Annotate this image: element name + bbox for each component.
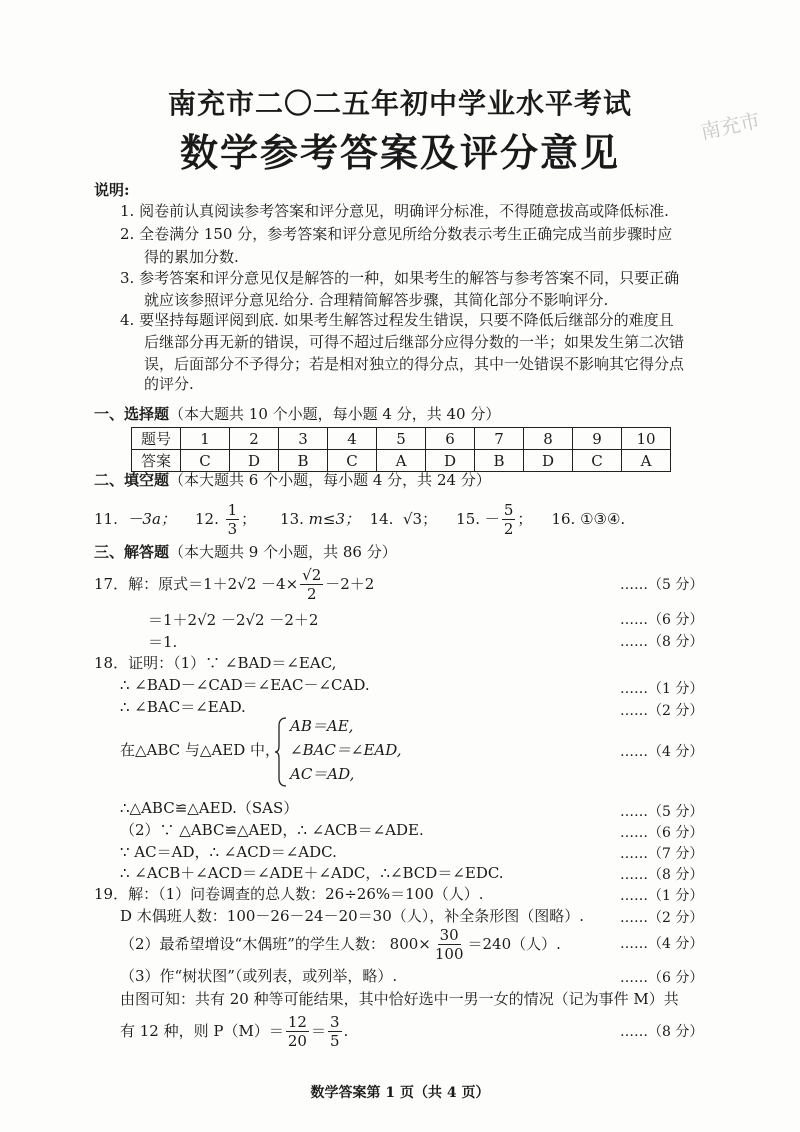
q18-score-6: ……（6 分） [620, 825, 704, 841]
note-line: 2. 全卷满分 150 分，参考答案和评分意见所给分数表示考生正确完成当前步骤时应 [120, 225, 673, 243]
table-cell: B [475, 450, 524, 472]
q17-frac-den: 2 [306, 584, 317, 603]
q15-numerator: 5 [503, 500, 514, 519]
note-line: 就应该参照评分意见给分. 合理精简解答步骤，其简化部分不影响评分. [144, 291, 609, 309]
q18-line8: ∴ ∠ACB＋∠ACD＝∠ADE＋∠ADC，∴∠BCD＝∠EDC. [120, 864, 504, 882]
answer-table [131, 427, 671, 472]
section2-header [94, 468, 491, 492]
table-cell: C [181, 450, 230, 472]
q18-score-2: ……（2 分） [620, 703, 704, 719]
q16-answer: ①③④. [580, 510, 626, 528]
q17-score1: ……（5 分） [620, 577, 704, 593]
q19-frac-num: 30 [439, 925, 459, 944]
q17-fraction [300, 566, 323, 603]
q19-period: . [343, 1022, 349, 1040]
q19-part2-text: （2）最希望增设“木偶班”的学生人数： [120, 935, 385, 953]
q14-number: 14. [369, 510, 394, 528]
page-title-line2: 数学参考答案及评分意见 [179, 130, 620, 175]
section2-heading: 二、填空题 [94, 471, 170, 489]
q18-line2: ∴ ∠BAD－∠CAD＝∠EAC－∠CAD. [120, 676, 370, 694]
q16-number: 16. [551, 510, 576, 528]
q18-score-8: ……（8 分） [620, 867, 704, 883]
q19-part2-result: ＝240（人）. [467, 935, 561, 953]
q15-denominator: 2 [503, 519, 514, 538]
note-line: 的评分. [144, 375, 194, 393]
table-cell: 7 [475, 428, 524, 450]
q13-answer: m≤3； [308, 510, 361, 528]
q17-line2: ＝1＋2√2 －2√2 －2＋2 [148, 611, 319, 629]
q12-sep: ； [241, 510, 257, 528]
section1-heading: 一、选择题 [94, 405, 170, 423]
q13-number: 13. [280, 510, 304, 528]
note-line: 3. 参考答案和评分意见仅是解答的一种，如果考生的解答与参考答案不同，只要正确 [120, 269, 680, 287]
q18-line1: 18．证明：（1）∵ ∠BAD＝∠EAC, [94, 654, 337, 672]
table-cell: 2 [230, 428, 279, 450]
note-line: 4. 要坚持每题评阅到底. 如果考生解答过程发生错误，只要不降低后继部分的难度且 [120, 311, 674, 329]
q19-f2-den: 5 [329, 1031, 340, 1050]
q12-fraction [226, 501, 240, 538]
q18-line3: ∴ ∠BAC＝∠EAD. [120, 698, 246, 716]
q19-f2-num: 3 [329, 1012, 340, 1031]
q19-f1-num: 12 [287, 1012, 307, 1031]
table-cell: 8 [524, 428, 573, 450]
q19-line4: （3）作“树状图”（或列表，或列举，略）. [120, 967, 398, 985]
q17-line3: ＝1. [148, 633, 178, 651]
q18-score-7: ……（7 分） [620, 846, 704, 862]
q18-line5: ∴△ABC≌△AED.（SAS） [120, 799, 299, 817]
q18-line6: （2）∵ △ABC≌△AED，∴ ∠ACB＝∠ADE. [120, 821, 424, 839]
left-brace-icon [274, 716, 288, 788]
q19-line2: D 木偶班人数：100－26－24－20＝30（人），补全条形图（图略）. [120, 907, 585, 925]
q19-line6 [120, 1008, 348, 1054]
q17-score3: ……（8 分） [620, 634, 704, 650]
side-stamp: 南充市 [698, 107, 763, 144]
q19-part2-expr: 800× [389, 935, 431, 953]
section1-header [94, 402, 500, 426]
q19-score-4: ……（6 分） [620, 970, 704, 986]
note-line: 1. 阅卷前认真阅读参考答案和评分意见，明确评分标准，不得随意拔高或降低标准. [120, 202, 669, 220]
q19-fraction-1 [286, 1013, 309, 1050]
q19-line1: 19．解：（1）问卷调查的总人数：26÷26%＝100（人）. [94, 885, 484, 903]
table-cell: B [279, 450, 328, 472]
congruence-conditions [290, 714, 402, 786]
q19-f1-den: 20 [287, 1031, 307, 1050]
table-header-cell: 题号 [132, 428, 181, 450]
table-cell: D [524, 450, 573, 472]
fill-answers [94, 494, 625, 544]
q17-frac-num: √2 [302, 565, 322, 584]
q12-number: 12. [194, 510, 219, 528]
q11-number: 11. [94, 510, 118, 528]
q15-sep: ； [517, 510, 533, 528]
q17-score2: ……（6 分） [620, 612, 704, 628]
table-cell: 3 [279, 428, 328, 450]
q19-score-1: ……（1 分） [620, 888, 704, 904]
section2-info: （本大题共 6 个小题，每小题 4 分，共 24 分） [169, 471, 491, 489]
q18-line7: ∵ AC＝AD，∴ ∠ACD＝∠ADC. [120, 843, 337, 861]
table-cell: 9 [573, 428, 622, 450]
q19-line3 [120, 922, 561, 966]
note-line: 得的累加分数. [144, 248, 239, 266]
page-title-line1: 南充市二〇二五年初中学业水平考试 [167, 87, 632, 120]
q19-score-3: ……（4 分） [620, 936, 704, 952]
section3-info: （本大题共 9 个小题，共 86 分） [169, 543, 397, 561]
table-header-cell: 答案 [132, 450, 181, 472]
q19-probability-text: 有 12 种，则 P（M）＝ [120, 1022, 284, 1040]
q11-answer: －3a； [127, 510, 176, 528]
table-cell: C [573, 450, 622, 472]
page-footer: 数学答案第 1 页（共 4 页） [310, 1085, 490, 1101]
q19-fraction-2 [328, 1013, 342, 1050]
table-cell: 10 [622, 428, 671, 450]
section3-heading: 三、解答题 [94, 543, 170, 561]
condition-3: AC＝AD, [290, 765, 355, 783]
q18-score-1: ……（1 分） [620, 681, 704, 697]
table-cell: 4 [328, 428, 377, 450]
table-cell: 5 [377, 428, 426, 450]
table-cell: D [426, 450, 475, 472]
section1-info: （本大题共 10 个小题，每小题 4 分，共 40 分） [169, 405, 501, 423]
table-cell: A [622, 450, 671, 472]
condition-1: AB＝AE, [290, 717, 354, 735]
q18-score-5: ……（5 分） [620, 804, 704, 820]
q19-score-5: ……（8 分） [620, 1024, 704, 1040]
condition-2: ∠BAC＝∠EAD, [290, 741, 402, 759]
q19-frac-den: 100 [434, 944, 464, 963]
q19-part2-fraction [433, 926, 466, 963]
note-line: 后继部分再无新的错误，可得不超过后继部分应得分数的一半；如果发生第二次错 [144, 333, 685, 351]
q12-denominator: 3 [227, 519, 238, 538]
table-row-numbers [132, 428, 671, 450]
q19-score-2: ……（2 分） [620, 910, 704, 926]
table-cell: 1 [181, 428, 230, 450]
q19-line5: 由图可知：共有 20 种等可能结果，其中恰好选中一男一女的情况（记为事件 M）共 [120, 990, 679, 1008]
q17-line1 [94, 562, 374, 606]
q17-expr-a: 17．解：原式＝1＋2√2 －4× [94, 575, 299, 593]
q15-number: 15. [456, 510, 481, 528]
note-line: 误，后面部分不予得分；若是相对独立的得分点，其中一处错误不影响其它得分点 [144, 355, 685, 373]
q14-answer: √3； [402, 510, 438, 528]
q19-equals: ＝ [310, 1022, 326, 1040]
table-cell: C [328, 450, 377, 472]
q12-numerator: 1 [227, 500, 238, 519]
q15-fraction [502, 501, 516, 538]
section3-header [94, 540, 397, 564]
q18-line4: 在△ABC 与△AED 中， [120, 741, 281, 759]
table-cell: 6 [426, 428, 475, 450]
table-cell: D [230, 450, 279, 472]
q17-expr-b: －2＋2 [325, 575, 375, 593]
q15-sign: － [484, 510, 500, 528]
notes-label: 说明: [94, 181, 130, 199]
table-cell: A [377, 450, 426, 472]
q18-score-4: ……（4 分） [620, 744, 704, 760]
